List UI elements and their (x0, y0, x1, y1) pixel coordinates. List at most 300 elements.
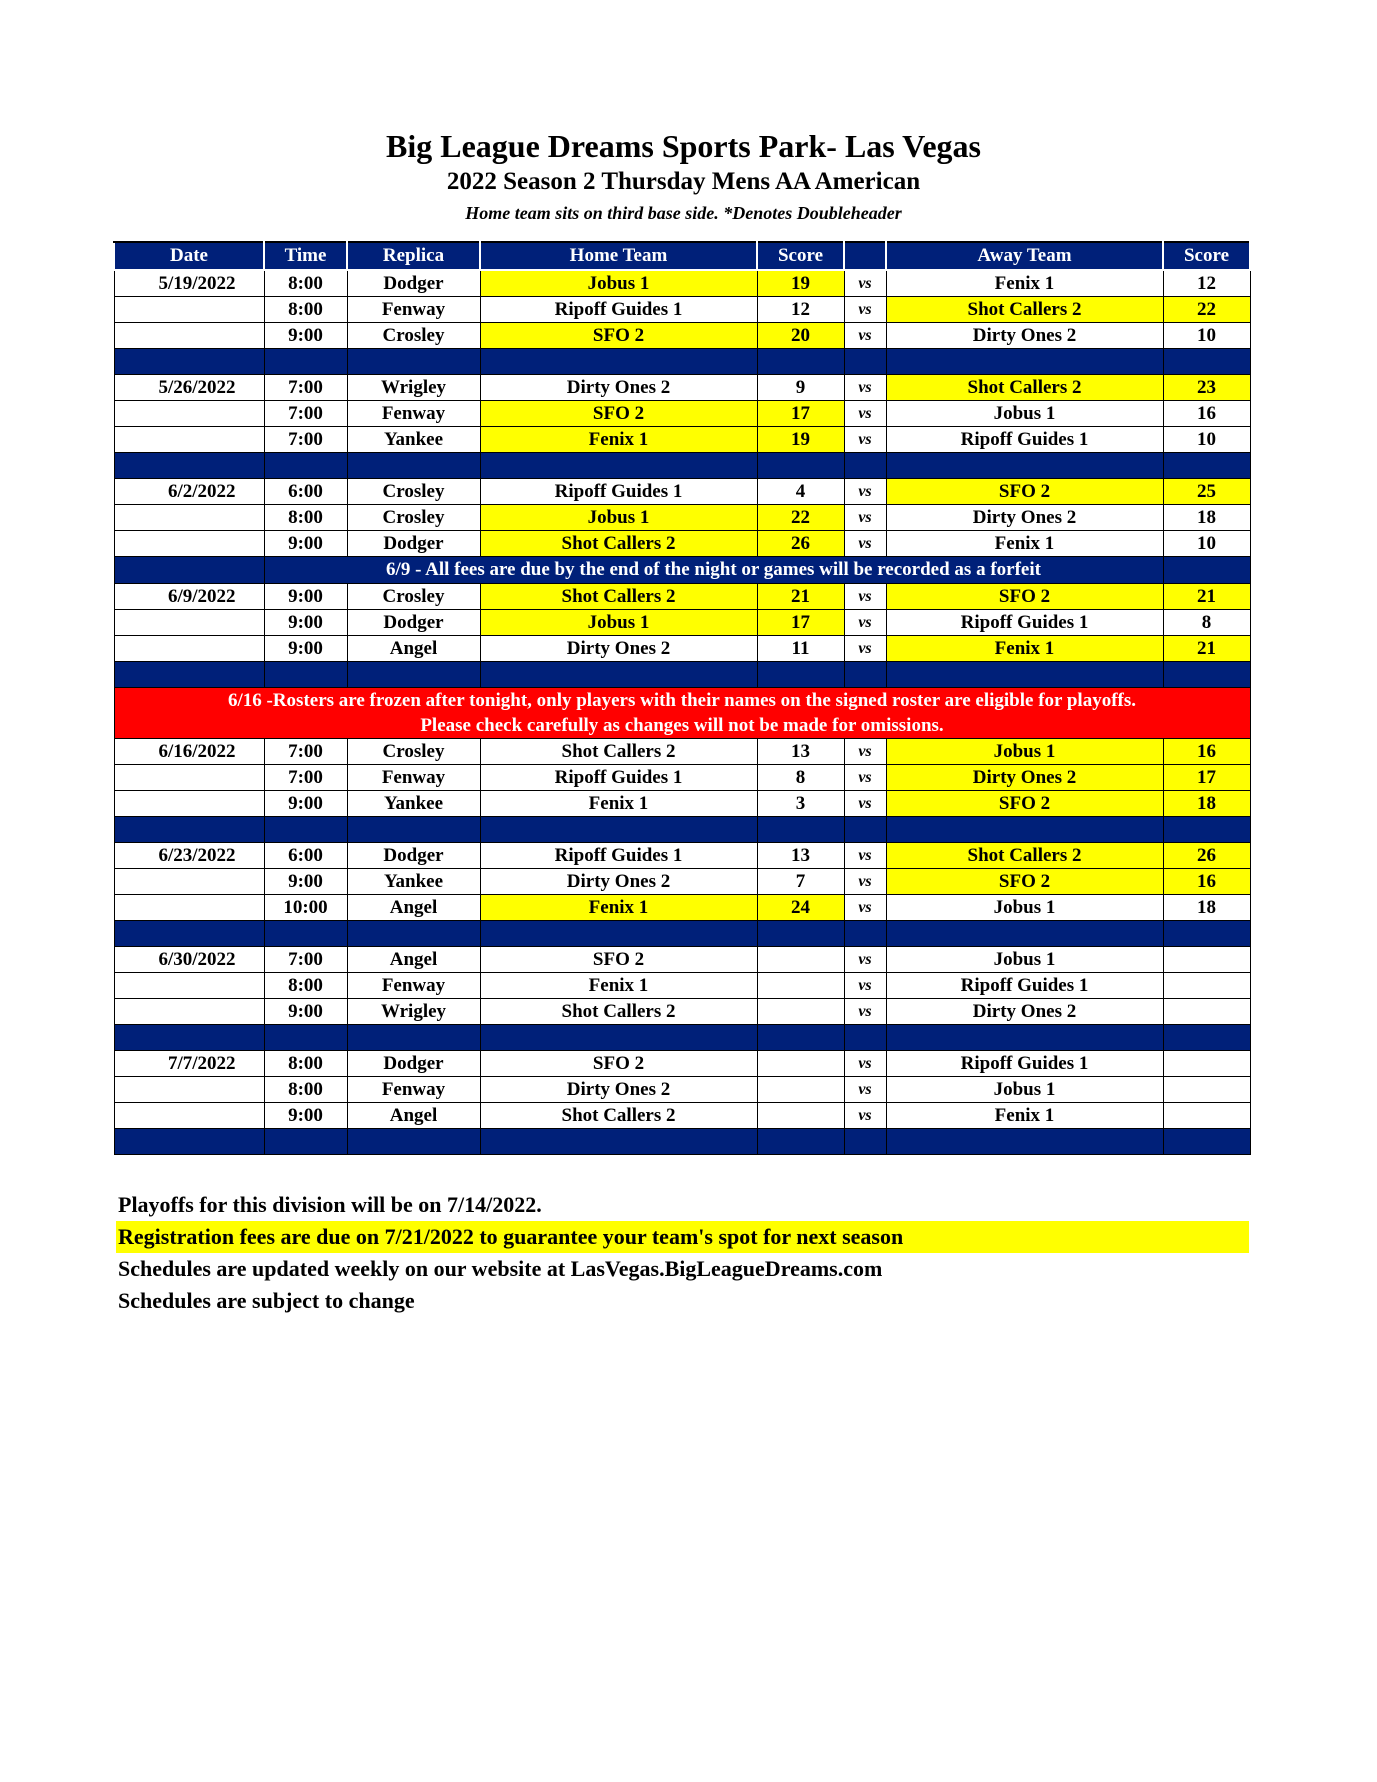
game-time: 6:00 (264, 843, 347, 869)
game-row (114, 531, 1250, 557)
home-score: 13 (757, 739, 844, 765)
game-date: 6/9/2022 (114, 584, 264, 610)
away-team: Fenix 1 (886, 636, 1163, 662)
home-team: Jobus 1 (480, 505, 757, 531)
game-time: 9:00 (264, 531, 347, 557)
game-row (114, 584, 1250, 610)
game-replica: Angel (347, 1103, 480, 1129)
home-team: Dirty Ones 2 (480, 869, 757, 895)
separator-cell (1163, 453, 1250, 479)
away-team: Ripoff Guides 1 (886, 610, 1163, 636)
separator-cell (264, 453, 347, 479)
away-score (1163, 1103, 1250, 1129)
home-team: Fenix 1 (480, 427, 757, 453)
away-score: 25 (1163, 479, 1250, 505)
game-time: 7:00 (264, 739, 347, 765)
separator-cell (844, 662, 886, 688)
home-team: Ripoff Guides 1 (480, 479, 757, 505)
separator-cell (347, 817, 480, 843)
game-time: 7:00 (264, 401, 347, 427)
game-date (114, 323, 264, 349)
away-score (1163, 1077, 1250, 1103)
game-row (114, 791, 1250, 817)
home-score (757, 1051, 844, 1077)
home-team: SFO 2 (480, 1051, 757, 1077)
home-team: Fenix 1 (480, 973, 757, 999)
fees-notice: 6/9 - All fees are due by the end of the night or games will be recorded as a forfeit (264, 557, 1163, 584)
game-date (114, 791, 264, 817)
away-team: Fenix 1 (886, 270, 1163, 297)
game-replica: Fenway (347, 401, 480, 427)
vs-label: vs (844, 531, 886, 557)
separator-row (114, 921, 1250, 947)
separator-cell (886, 662, 1163, 688)
home-score: 17 (757, 401, 844, 427)
game-date: 6/30/2022 (114, 947, 264, 973)
game-replica: Dodger (347, 610, 480, 636)
game-replica: Dodger (347, 270, 480, 297)
separator-cell (347, 662, 480, 688)
game-time: 9:00 (264, 610, 347, 636)
home-team: SFO 2 (480, 947, 757, 973)
footer-notes (116, 1189, 1249, 1317)
separator-cell (264, 349, 347, 375)
away-team: Jobus 1 (886, 401, 1163, 427)
game-time: 9:00 (264, 1103, 347, 1129)
separator-cell (757, 453, 844, 479)
table-header-row (114, 242, 1250, 270)
away-team: Dirty Ones 2 (886, 505, 1163, 531)
game-row (114, 999, 1250, 1025)
game-replica: Fenway (347, 1077, 480, 1103)
game-time: 7:00 (264, 427, 347, 453)
game-date (114, 869, 264, 895)
home-score: 12 (757, 297, 844, 323)
home-score (757, 947, 844, 973)
home-team: Shot Callers 2 (480, 999, 757, 1025)
col-header-time: Time (264, 242, 347, 270)
separator-cell (757, 1129, 844, 1155)
home-score: 4 (757, 479, 844, 505)
game-row (114, 765, 1250, 791)
game-replica: Fenway (347, 765, 480, 791)
home-score: 3 (757, 791, 844, 817)
col-header-date: Date (114, 242, 264, 270)
game-time: 9:00 (264, 791, 347, 817)
home-score: 22 (757, 505, 844, 531)
separator-cell (844, 921, 886, 947)
separator-cell (886, 817, 1163, 843)
separator-cell (264, 662, 347, 688)
game-row (114, 270, 1250, 297)
game-time: 9:00 (264, 584, 347, 610)
game-row (114, 1077, 1250, 1103)
vs-label: vs (844, 1077, 886, 1103)
away-score: 17 (1163, 765, 1250, 791)
game-replica: Crosley (347, 323, 480, 349)
away-score: 16 (1163, 401, 1250, 427)
home-team: Shot Callers 2 (480, 739, 757, 765)
vs-label: vs (844, 479, 886, 505)
game-time: 9:00 (264, 636, 347, 662)
page-header (0, 126, 1377, 228)
playoffs-note: Playoffs for this division will be on 7/14/2022. (118, 1192, 542, 1217)
home-team: Dirty Ones 2 (480, 1077, 757, 1103)
game-row (114, 895, 1250, 921)
game-time: 8:00 (264, 270, 347, 297)
separator-cell (844, 817, 886, 843)
separator-cell (886, 921, 1163, 947)
home-score: 19 (757, 427, 844, 453)
home-team: Shot Callers 2 (480, 584, 757, 610)
game-time: 8:00 (264, 505, 347, 531)
game-row (114, 323, 1250, 349)
game-row (114, 610, 1250, 636)
game-replica: Wrigley (347, 999, 480, 1025)
separator-cell (114, 453, 264, 479)
separator-cell (1163, 817, 1250, 843)
vs-label: vs (844, 999, 886, 1025)
away-score: 16 (1163, 869, 1250, 895)
away-score: 21 (1163, 584, 1250, 610)
separator-cell (347, 453, 480, 479)
home-score: 7 (757, 869, 844, 895)
separator-cell (1163, 349, 1250, 375)
game-replica: Fenway (347, 973, 480, 999)
separator-cell (480, 453, 757, 479)
separator-cell (480, 921, 757, 947)
vs-label: vs (844, 610, 886, 636)
game-date (114, 505, 264, 531)
separator-row (114, 662, 1250, 688)
game-row (114, 947, 1250, 973)
away-team: Ripoff Guides 1 (886, 427, 1163, 453)
game-date (114, 895, 264, 921)
away-team: SFO 2 (886, 584, 1163, 610)
home-score: 19 (757, 270, 844, 297)
separator-cell (114, 1129, 264, 1155)
separator-cell (844, 1129, 886, 1155)
separator-cell (757, 349, 844, 375)
game-date (114, 765, 264, 791)
game-time: 7:00 (264, 765, 347, 791)
away-team: Jobus 1 (886, 947, 1163, 973)
separator-cell (264, 921, 347, 947)
game-replica: Dodger (347, 843, 480, 869)
home-team: Jobus 1 (480, 270, 757, 297)
game-row (114, 739, 1250, 765)
game-replica: Crosley (347, 584, 480, 610)
registration-note: Registration fees are due on 7/21/2022 to guarantee your team's spot for next season (116, 1221, 1249, 1253)
roster-notice-line2: Please check carefully as changes will not be made for omissions. (420, 715, 944, 736)
game-replica: Yankee (347, 869, 480, 895)
game-time: 9:00 (264, 999, 347, 1025)
separator-row (114, 1129, 1250, 1155)
notice-spacer (1163, 557, 1250, 584)
away-score (1163, 999, 1250, 1025)
vs-label: vs (844, 895, 886, 921)
game-row (114, 636, 1250, 662)
vs-label: vs (844, 584, 886, 610)
vs-label: vs (844, 375, 886, 401)
away-team: Shot Callers 2 (886, 843, 1163, 869)
subject-note: Schedules are subject to change (118, 1288, 415, 1313)
separator-cell (114, 662, 264, 688)
separator-cell (886, 1129, 1163, 1155)
game-time: 8:00 (264, 1051, 347, 1077)
separator-cell (264, 1025, 347, 1051)
home-team: Ripoff Guides 1 (480, 765, 757, 791)
vs-label: vs (844, 765, 886, 791)
away-score: 16 (1163, 739, 1250, 765)
separator-cell (480, 817, 757, 843)
vs-label: vs (844, 869, 886, 895)
home-score (757, 973, 844, 999)
fees-notice-row (114, 557, 1250, 584)
game-date (114, 401, 264, 427)
game-date (114, 1103, 264, 1129)
col-header-away-team: Away Team (886, 242, 1163, 270)
home-team: Fenix 1 (480, 791, 757, 817)
separator-cell (757, 1025, 844, 1051)
game-replica: Wrigley (347, 375, 480, 401)
separator-cell (757, 817, 844, 843)
vs-label: vs (844, 947, 886, 973)
header-note: Home team sits on third base side. *Denotes Doubleheader (465, 203, 902, 223)
vs-label: vs (844, 323, 886, 349)
separator-cell (347, 349, 480, 375)
away-score: 10 (1163, 323, 1250, 349)
away-score: 21 (1163, 636, 1250, 662)
game-replica: Crosley (347, 505, 480, 531)
game-replica: Angel (347, 947, 480, 973)
vs-label: vs (844, 973, 886, 999)
schedule-table (113, 241, 1251, 1155)
separator-cell (757, 662, 844, 688)
separator-row (114, 453, 1250, 479)
away-score: 10 (1163, 531, 1250, 557)
separator-cell (480, 1129, 757, 1155)
separator-cell (114, 921, 264, 947)
website-note: Schedules are updated weekly on our website at LasVegas.BigLeagueDreams.com (118, 1256, 883, 1281)
game-row (114, 869, 1250, 895)
vs-label: vs (844, 1103, 886, 1129)
game-replica: Yankee (347, 791, 480, 817)
game-date: 7/7/2022 (114, 1051, 264, 1077)
game-time: 6:00 (264, 479, 347, 505)
schedule-body (114, 270, 1250, 1155)
away-team: Dirty Ones 2 (886, 765, 1163, 791)
separator-cell (347, 1129, 480, 1155)
game-time: 8:00 (264, 973, 347, 999)
away-score: 26 (1163, 843, 1250, 869)
away-score: 18 (1163, 791, 1250, 817)
home-team: Ripoff Guides 1 (480, 843, 757, 869)
away-team: Dirty Ones 2 (886, 999, 1163, 1025)
separator-cell (757, 921, 844, 947)
separator-cell (264, 817, 347, 843)
home-team: Fenix 1 (480, 895, 757, 921)
game-replica: Dodger (347, 531, 480, 557)
separator-cell (886, 349, 1163, 375)
separator-cell (844, 349, 886, 375)
separator-cell (480, 349, 757, 375)
game-replica: Angel (347, 895, 480, 921)
home-score: 9 (757, 375, 844, 401)
game-replica: Dodger (347, 1051, 480, 1077)
separator-cell (480, 662, 757, 688)
game-date: 6/16/2022 (114, 739, 264, 765)
col-header-home-team: Home Team (480, 242, 757, 270)
home-team: Shot Callers 2 (480, 531, 757, 557)
separator-row (114, 349, 1250, 375)
home-team: Jobus 1 (480, 610, 757, 636)
game-replica: Angel (347, 636, 480, 662)
home-team: Dirty Ones 2 (480, 375, 757, 401)
vs-label: vs (844, 843, 886, 869)
game-row (114, 1051, 1250, 1077)
separator-cell (886, 1025, 1163, 1051)
game-row (114, 375, 1250, 401)
vs-label: vs (844, 297, 886, 323)
page-subtitle: 2022 Season 2 Thursday Mens AA American (446, 168, 921, 195)
away-score: 8 (1163, 610, 1250, 636)
col-header-home-score: Score (757, 242, 844, 270)
away-score: 12 (1163, 270, 1250, 297)
away-team: Shot Callers 2 (886, 375, 1163, 401)
game-date (114, 297, 264, 323)
away-team: Ripoff Guides 1 (886, 1051, 1163, 1077)
separator-cell (347, 921, 480, 947)
game-date: 6/2/2022 (114, 479, 264, 505)
vs-label: vs (844, 636, 886, 662)
vs-label: vs (844, 791, 886, 817)
game-date (114, 636, 264, 662)
away-team: Ripoff Guides 1 (886, 973, 1163, 999)
notice-spacer (114, 557, 264, 584)
separator-cell (844, 1025, 886, 1051)
away-score (1163, 973, 1250, 999)
away-team: SFO 2 (886, 479, 1163, 505)
home-score: 24 (757, 895, 844, 921)
away-team: Fenix 1 (886, 531, 1163, 557)
game-time: 8:00 (264, 297, 347, 323)
game-date (114, 999, 264, 1025)
game-row (114, 973, 1250, 999)
home-score: 8 (757, 765, 844, 791)
away-team: SFO 2 (886, 869, 1163, 895)
vs-label: vs (844, 427, 886, 453)
away-team: Fenix 1 (886, 1103, 1163, 1129)
separator-cell (114, 1025, 264, 1051)
away-team: Dirty Ones 2 (886, 323, 1163, 349)
home-score: 21 (757, 584, 844, 610)
home-score: 13 (757, 843, 844, 869)
separator-cell (347, 1025, 480, 1051)
home-score (757, 1103, 844, 1129)
home-score: 20 (757, 323, 844, 349)
game-row (114, 505, 1250, 531)
home-team: Ripoff Guides 1 (480, 297, 757, 323)
away-score: 23 (1163, 375, 1250, 401)
game-date: 6/23/2022 (114, 843, 264, 869)
vs-label: vs (844, 505, 886, 531)
away-score: 18 (1163, 895, 1250, 921)
away-team: Jobus 1 (886, 739, 1163, 765)
game-replica: Crosley (347, 739, 480, 765)
away-score: 10 (1163, 427, 1250, 453)
roster-notice (114, 688, 1250, 739)
game-row (114, 843, 1250, 869)
vs-label: vs (844, 270, 886, 297)
separator-row (114, 817, 1250, 843)
separator-row (114, 1025, 1250, 1051)
separator-cell (114, 817, 264, 843)
game-date (114, 610, 264, 636)
game-replica: Crosley (347, 479, 480, 505)
away-score (1163, 1051, 1250, 1077)
col-header-away-score: Score (1163, 242, 1250, 270)
home-score: 11 (757, 636, 844, 662)
game-row (114, 297, 1250, 323)
game-row (114, 479, 1250, 505)
page-title: Big League Dreams Sports Park- Las Vegas (386, 128, 981, 164)
home-score (757, 1077, 844, 1103)
game-date (114, 427, 264, 453)
game-row (114, 1103, 1250, 1129)
separator-cell (886, 453, 1163, 479)
home-score: 17 (757, 610, 844, 636)
game-row (114, 401, 1250, 427)
home-team: Dirty Ones 2 (480, 636, 757, 662)
game-date: 5/19/2022 (114, 270, 264, 297)
separator-cell (1163, 1025, 1250, 1051)
roster-notice-line1: 6/16 -Rosters are frozen after tonight, only players with their names on the signed roster are eligible for playoffs. (227, 690, 1137, 711)
separator-cell (1163, 662, 1250, 688)
roster-notice-row (114, 688, 1250, 739)
separator-cell (114, 349, 264, 375)
home-team: Shot Callers 2 (480, 1103, 757, 1129)
separator-cell (264, 1129, 347, 1155)
away-team: SFO 2 (886, 791, 1163, 817)
home-score: 26 (757, 531, 844, 557)
game-time: 7:00 (264, 375, 347, 401)
vs-label: vs (844, 739, 886, 765)
home-team: SFO 2 (480, 401, 757, 427)
vs-label: vs (844, 401, 886, 427)
game-time: 8:00 (264, 1077, 347, 1103)
col-header-vs (844, 242, 886, 270)
game-time: 9:00 (264, 323, 347, 349)
vs-label: vs (844, 1051, 886, 1077)
separator-cell (480, 1025, 757, 1051)
col-header-replica: Replica (347, 242, 480, 270)
game-date: 5/26/2022 (114, 375, 264, 401)
away-score: 18 (1163, 505, 1250, 531)
game-time: 10:00 (264, 895, 347, 921)
home-team: SFO 2 (480, 323, 757, 349)
away-score (1163, 947, 1250, 973)
separator-cell (844, 453, 886, 479)
game-replica: Fenway (347, 297, 480, 323)
away-score: 22 (1163, 297, 1250, 323)
away-team: Jobus 1 (886, 1077, 1163, 1103)
away-team: Shot Callers 2 (886, 297, 1163, 323)
away-team: Jobus 1 (886, 895, 1163, 921)
game-row (114, 427, 1250, 453)
separator-cell (1163, 921, 1250, 947)
game-date (114, 531, 264, 557)
